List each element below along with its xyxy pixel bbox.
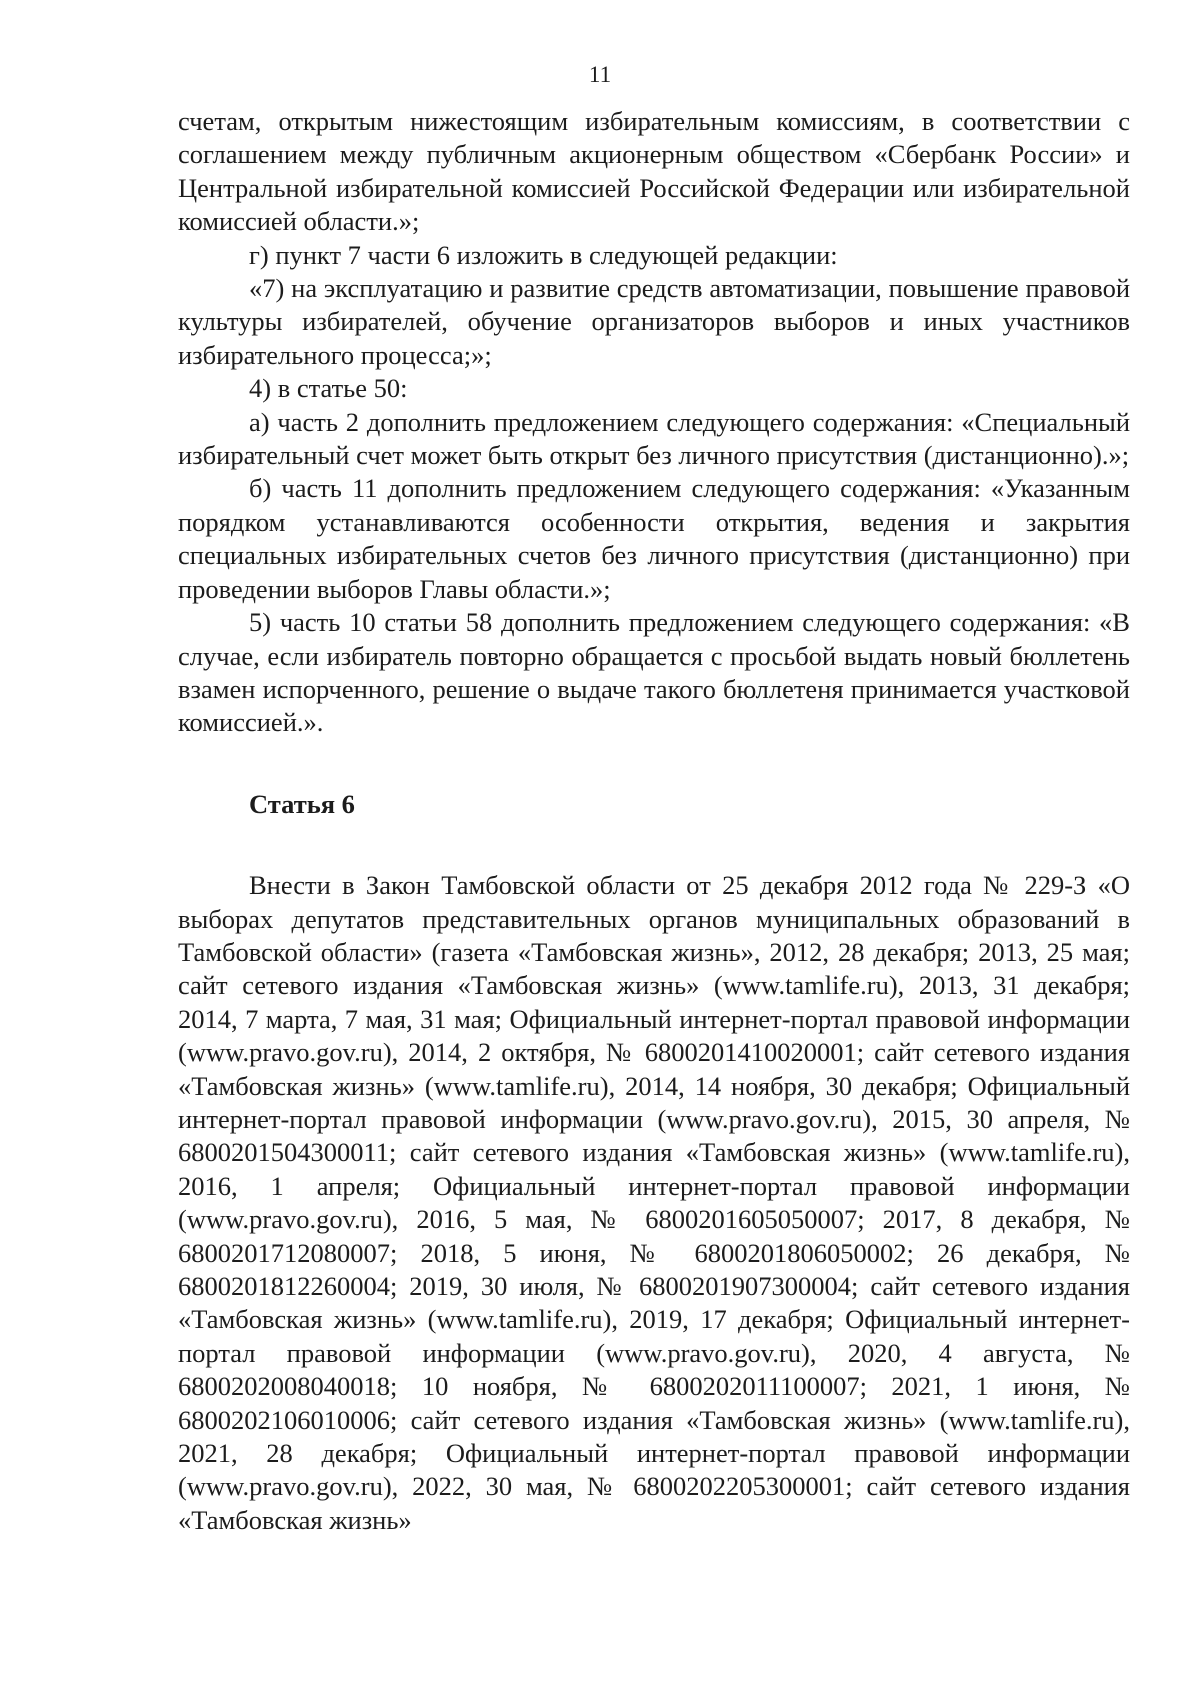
paragraph: г) пункт 7 части 6 изложить в следующей редакции: — [249, 239, 838, 270]
paragraph: счетам, открытым нижестоящим избирательным комиссиям, в соответствии с соглашением между публичным акционерным обществом «Сбербанк России» и Центральной избирательной комиссией Российской Федерации или избирательной комиссией области.»; — [178, 106, 1130, 237]
paragraph: а) часть 2 дополнить предложением следующего содержания: «Специальный избирательный счет может быть открыт без личного присутствия (дистанционно).»; — [178, 406, 1130, 471]
document-body — [178, 105, 1130, 1537]
article-body-paragraph: Внести в Закон Тамбовской области от 25 декабря 2012 года № 229-З «О выборах депутатов представительных органов муниципальных образований в Тамбовской области» (газета «Тамбовская жизнь», 2012, 28 декабря; 2013, 25 мая; сайт сетевого издания «Тамбовская жизнь» (www.tamlife.ru), 2013, 31 декабря; 2014, 7 марта, 7 мая, 31 мая; Официальный интернет-портал правовой информации (www.pravo.gov.ru), 2014, 2 октября, № 6800201410020001; сайт сетевого издания «Тамбовская жизнь» (www.tamlife.ru), 2014, 14 ноября, 30 декабря; Официальный интернет-портал правовой информации (www.pravo.gov.ru), 2015, 30 апреля, № 6800201504300011; сайт сетевого издания «Тамбовская жизнь» (www.tamlife.ru), 2016, 1 апреля; Официальный интернет-портал правовой информации (www.pravo.gov.ru), 2016, 5 мая, № 6800201605050007; 2017, 8 декабря, № 6800201712080007; 2018, 5 июня, № 6800201806050002; 26 декабря, № 6800201812260004; 2019, 30 июля, № 6800201907300004; сайт сетевого издания «Тамбовская жизнь» (www.tamlife.ru), 2019, 17 декабря; Официальный интернет-портал правовой информации (www.pravo.gov.ru), 2020, 4 августа, № 6800202008040018; 10 ноября, № 6800202011100007; 2021, 1 июня, № 6800202106010006; сайт сетевого издания «Тамбовская жизнь» (www.tamlife.ru), 2021, 28 декабря; Официальный интернет-портал правовой информации (www.pravo.gov.ru), 2022, 30 мая, № 6800202205300001; сайт сетевого издания «Тамбовская жизнь» — [178, 870, 1130, 1535]
paragraph: 4) в статье 50: — [249, 373, 408, 404]
paragraph: «7) на эксплуатацию и развитие средств автоматизации, повышение правовой культуры избирателей, обучение организаторов выборов и иных участников избирательного процесса;»; — [178, 273, 1130, 370]
article-heading: Статья 6 — [249, 788, 355, 819]
paragraph: б) часть 11 дополнить предложением следующего содержания: «Указанным порядком устанавливаются особенности открытия, ведения и закрытия специальных избирательных счетов без личного присутствия (дистанционно) при проведении выборов Главы области.»; — [178, 473, 1130, 604]
page-number: 11 — [588, 62, 612, 87]
paragraph: 5) часть 10 статьи 58 дополнить предложением следующего содержания: «В случае, если избиратель повторно обращается с просьбой выдать новый бюллетень взамен испорченного, решение о выдаче такого бюллетеня принимается участковой комиссией.». — [178, 607, 1130, 738]
